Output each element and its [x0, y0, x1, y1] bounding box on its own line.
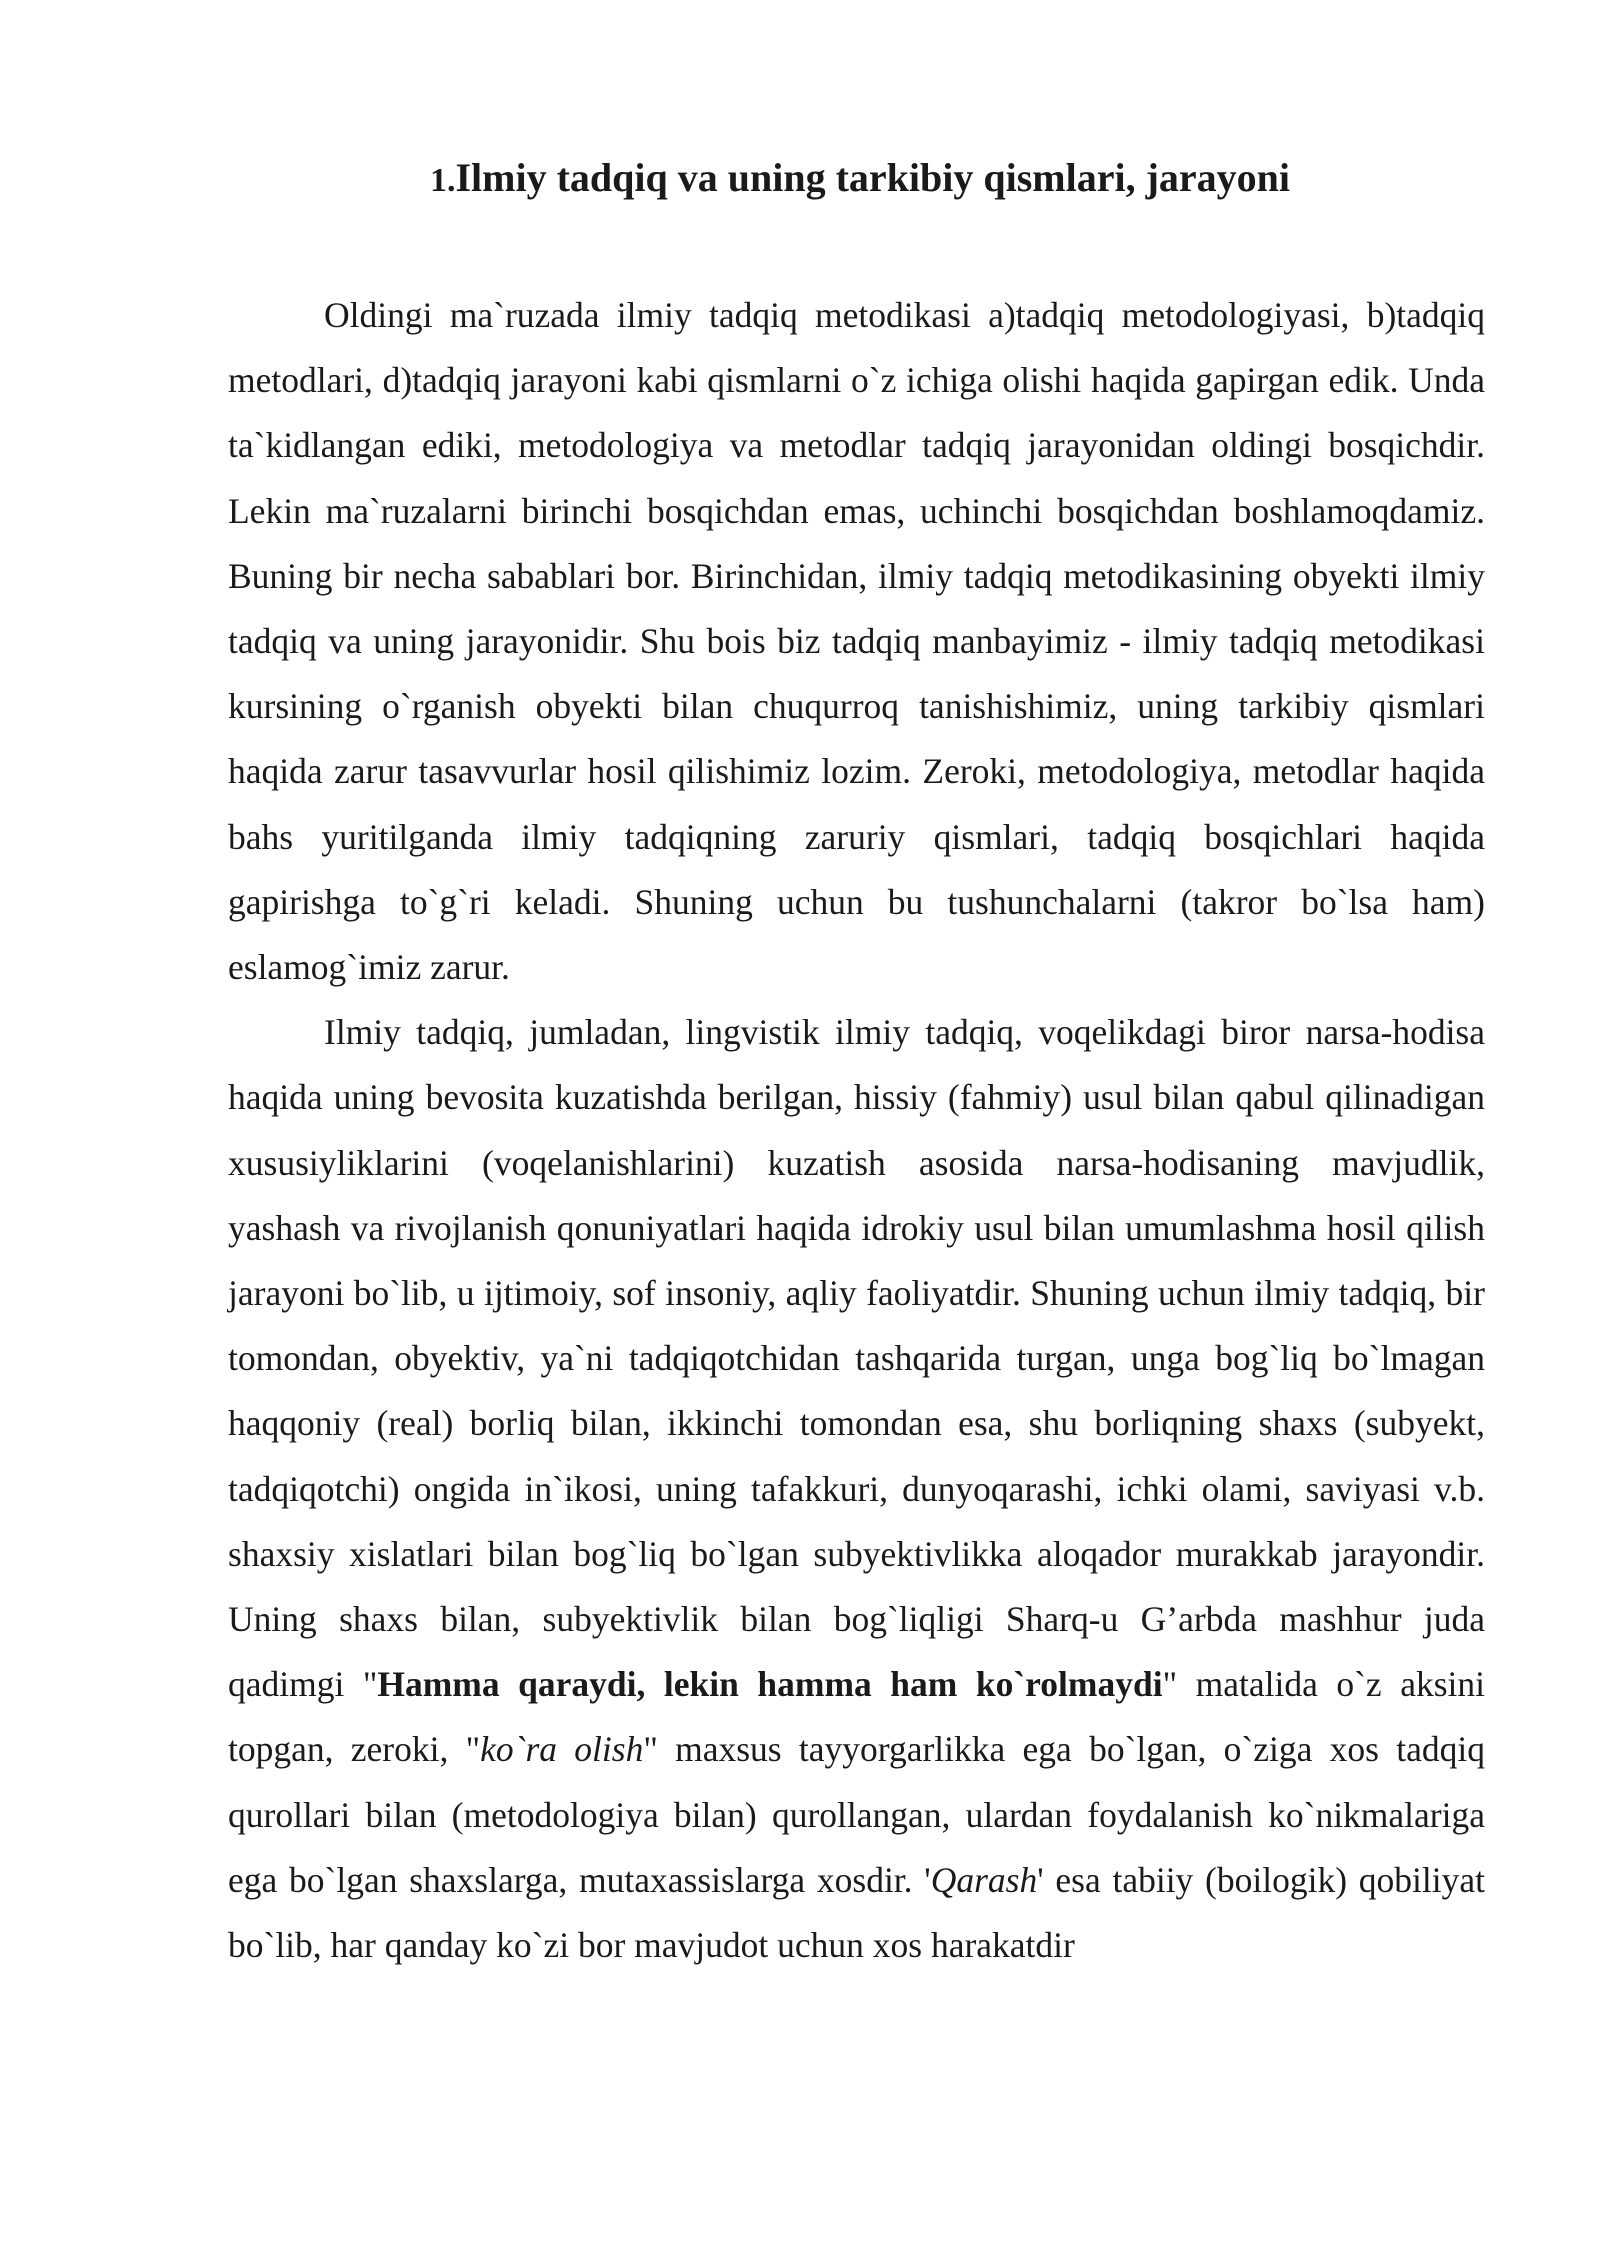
paragraph-2-part-3: " maxsus tayyorgarlikka ega bo`lgan, o`ziga xos tadqiq qurollari bilan (metodologiya bilan) qurollangan, ulardan foydalanish ko`nikmalariga ega bo`lgan shaxslarga, mutaxassislarga xosdir. ': [228, 1729, 1485, 1900]
paragraph-2: [228, 1000, 1485, 1978]
title-text: Ilmiy tadqiq va uning tarkibiy qismlari, jarayoni: [455, 155, 1291, 200]
paragraph-2-part-2: " matalida o`z aksini topgan, zeroki, ": [228, 1664, 1485, 1770]
paragraph-1: Oldingi ma`ruzada ilmiy tadqiq metodikasi a)tadqiq metodologiyasi, b)tadqiq metodlari, d)tadqiq jarayoni kabi qismlarni o`z ichiga olishi haqida gapirgan edik. Unda ta`kidlangan ediki, metodologiya va metodlar tadqiq jarayonidan oldingi bosqichdir. Lekin ma`ruzalarni birinchi bosqichdan emas, uchinchi bosqichdan boshlamoqdamiz. Buning bir necha sabablari bor. Birinchidan, ilmiy tadqiq metodikasining obyekti ilmiy tadqiq va uning jarayonidir. Shu bois biz tadqiq manbayimiz - ilmiy tadqiq metodikasi kursining o`rganish obyekti bilan chuqurroq tanishishimiz, uning tarkibiy qismlari haqida zarur tasavvurlar hosil qilishimiz lozim. Zeroki, metodologiya, metodlar haqida bahs yuritilganda ilmiy tadqiqning zaruriy qismlari, tadqiq bosqichlari haqida gapirishga to`g`ri keladi. Shuning uchun bu tushunchalarni (takror bo`lsa ham) eslamog`imiz zarur.: [228, 295, 1485, 988]
paragraph-2-part-1: Ilmiy tadqiq, jumladan, lingvistik ilmiy tadqiq, voqelikdagi biror narsa-hodisa haqida uning bevosita kuzatishda berilgan, hissiy (fahmiy) usul bilan qabul qilinadigan xususiyliklarini (voqelanishlarini) kuzatish asosida narsa-hodisaning mavjudlik, yashash va rivojlanish qonuniyatlari haqida idrokiy usul bilan umumlashma hosil qilish jarayoni bo`lib, u ijtimoiy, sof insoniy, aqliy faoliyatdir. Shuning uchun ilmiy tadqiq, bir tomondan, obyektiv, ya`ni tadqiqotchidan tashqarida turgan, unga bog`liq bo`lmagan haqqoniy (real) borliq bilan, ikkinchi tomondan esa, shu borliqning shaxs (subyekt, tadqiqotchi) ongida in`ikosi, uning tafakkuri, dunyoqarashi, ichki olami, saviyasi v.b. shaxsiy xislatlari bilan bog`liq bo`lgan subyektivlikka aloqador murakkab jarayondir. Uning shaxs bilan, subyektivlik bilan bog`liqligi Sharq-u G’arbda mashhur juda qadimgi ": [228, 1012, 1485, 1705]
title-number: 1.: [429, 162, 456, 199]
paragraph-2-part-4: ' esa tabiiy (boilogik) qobiliyat bo`lib, har qanday ko`zi bor mavjudot uchun xos harakatdir: [228, 1859, 1485, 1966]
page-title: [0, 150, 1600, 209]
italic-phrase-kora-olish: ko`ra olish: [480, 1729, 644, 1770]
italic-phrase-qarash: Qarash: [930, 1859, 1038, 1900]
bold-proverb: Hamma qaraydi, lekin hamma ham ko`rolmaydi: [377, 1664, 1163, 1705]
document-body: [228, 283, 1485, 1978]
